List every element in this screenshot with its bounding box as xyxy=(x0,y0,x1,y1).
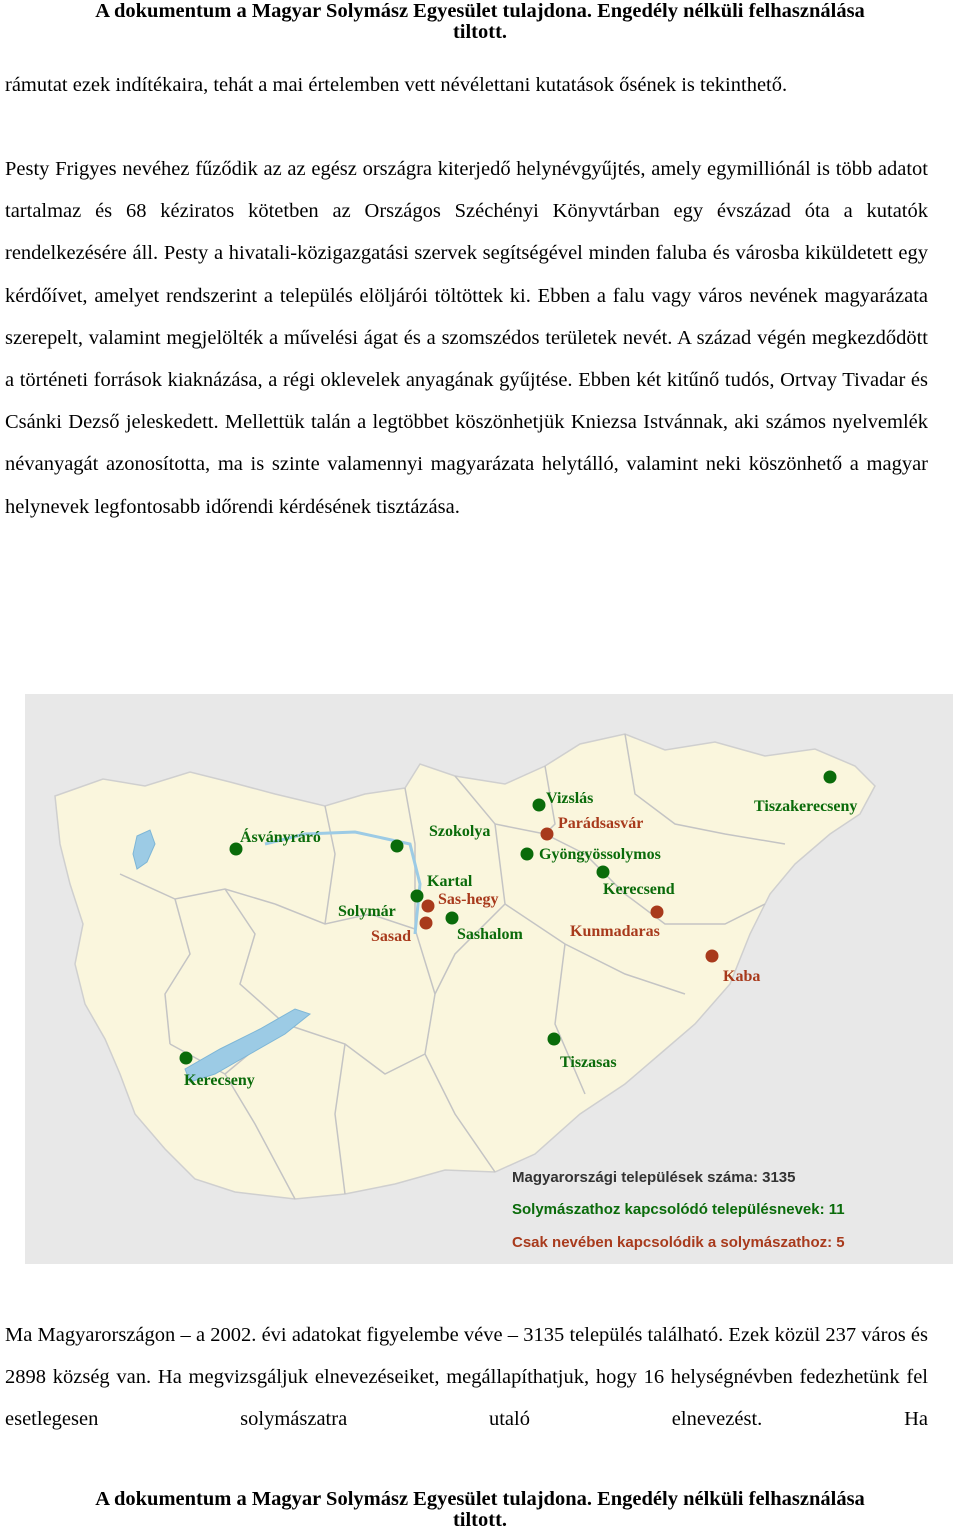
copyright-notice-footer xyxy=(0,1489,960,1531)
marker-vizslas xyxy=(533,799,546,812)
hungary-map-figure xyxy=(25,694,953,1264)
paragraph-3 xyxy=(5,1314,928,1441)
map-legend xyxy=(512,1169,845,1251)
copyright-notice-header xyxy=(0,1,960,43)
marker-sashalom xyxy=(446,912,459,925)
paragraph-text: Pesty Frigyes nevéhez fűződik az az egész országra kiterjedő helynévgyűjtés, amely egymilliónál is több adatot tartalmaz és 68 kéziratos kötetben az Országos Széchényi Könyvtárban egy évszázad óta a kutatók rendelkezésére áll. Pesty a hivatali-közigazgatási szervek segítségével minden faluba és városba kiküldetett egy kérdőívet, amelyet rendszerint a település elöljárói töltöttek ki. Ebben a falu vagy város nevének magyarázata szerepelt, valamint megjelölték a művelési ágat és a szomszédos területek nevét. A század végén megkezdődött a történeti források kiaknázása, a régi oklevelek anyagának gyűjtése. Ebben két kitűnő tudós, Ortvay Tivadar és Csánki Dezső jeleskedett. Mellettük talán a legtöbbet köszönhetjük Kniezsa Istvánnak, aki számos nyelvemlék névanyagát azonosította, ma is szinte valamennyi magyarázata helytálló, valamint neki köszönhető a magyar helynevek legfontosabb időrendi kérdésének tisztázása. xyxy=(5,158,928,518)
label-gyongyossolymos: Gyöngyössolymos xyxy=(539,846,661,863)
marker-szokolya xyxy=(391,840,404,853)
legend-brown: Csak nevében kapcsolódik a solymászathoz: 5 xyxy=(512,1234,845,1251)
label-tiszasas: Tiszasas xyxy=(560,1054,617,1071)
marker-paradsasvar xyxy=(541,828,554,841)
label-asvanyraro: Ásványráró xyxy=(240,829,321,846)
label-kerecseny: Kerecseny xyxy=(184,1072,255,1089)
paragraph-text: rámutat ezek indítékaira, tehát a mai értelemben vett névélettani kutatások ősének is tekinthető. xyxy=(5,74,788,96)
notice-line: tiltott. xyxy=(452,21,508,43)
marker-tiszakerecseny xyxy=(824,771,837,784)
marker-kerecseny xyxy=(180,1052,193,1065)
label-kartal: Kartal xyxy=(427,873,473,890)
label-szokolya: Szokolya xyxy=(429,823,491,840)
marker-tiszasas xyxy=(548,1033,561,1046)
label-tiszakerecseny: Tiszakerecseny xyxy=(754,798,858,815)
label-sasad: Sasad xyxy=(371,928,412,945)
notice-line: tiltott. xyxy=(452,1509,508,1531)
label-paradsasvar: Parádsasvár xyxy=(558,815,644,832)
marker-kerecsend xyxy=(597,866,610,879)
marker-gyongyossolymos xyxy=(521,848,534,861)
marker-kartal xyxy=(411,890,424,903)
label-vizslas: Vizslás xyxy=(546,790,594,807)
paragraph-1 xyxy=(5,64,928,106)
marker-kaba xyxy=(706,950,719,963)
paragraph-2 xyxy=(5,148,928,528)
notice-line: A dokumentum a Magyar Solymász Egyesület tulajdona. Engedély nélküli felhasználása xyxy=(95,1488,865,1510)
paragraph-text: Ma Magyarországon – a 2002. évi adatokat figyelembe véve – 3135 település található. Ezek közül 237 város és 2898 község van. Ha megvizsgáljuk elnevezéseiket, megállapíthatjuk, hogy 16 helységnévben fedezhetünk fel esetlegesen solymászatra utaló elnevezést. Ha xyxy=(5,1324,928,1431)
label-solymar: Solymár xyxy=(338,903,396,920)
legend-total: Magyarországi települések száma: 3135 xyxy=(512,1169,796,1186)
label-kunmadaras: Kunmadaras xyxy=(570,923,660,940)
marker-sasad xyxy=(420,917,433,930)
legend-green: Solymászathoz kapcsolódó településnevek: 11 xyxy=(512,1201,845,1218)
notice-line: A dokumentum a Magyar Solymász Egyesület tulajdona. Engedély nélküli felhasználása xyxy=(95,0,865,22)
hungary-map xyxy=(25,694,953,1264)
label-sas-hegy: Sas-hegy xyxy=(438,891,499,908)
marker-sas-hegy xyxy=(422,900,435,913)
label-kaba: Kaba xyxy=(723,968,761,985)
label-kerecsend: Kerecsend xyxy=(603,881,675,898)
marker-kunmadaras xyxy=(651,906,664,919)
label-sashalom: Sashalom xyxy=(457,926,523,943)
